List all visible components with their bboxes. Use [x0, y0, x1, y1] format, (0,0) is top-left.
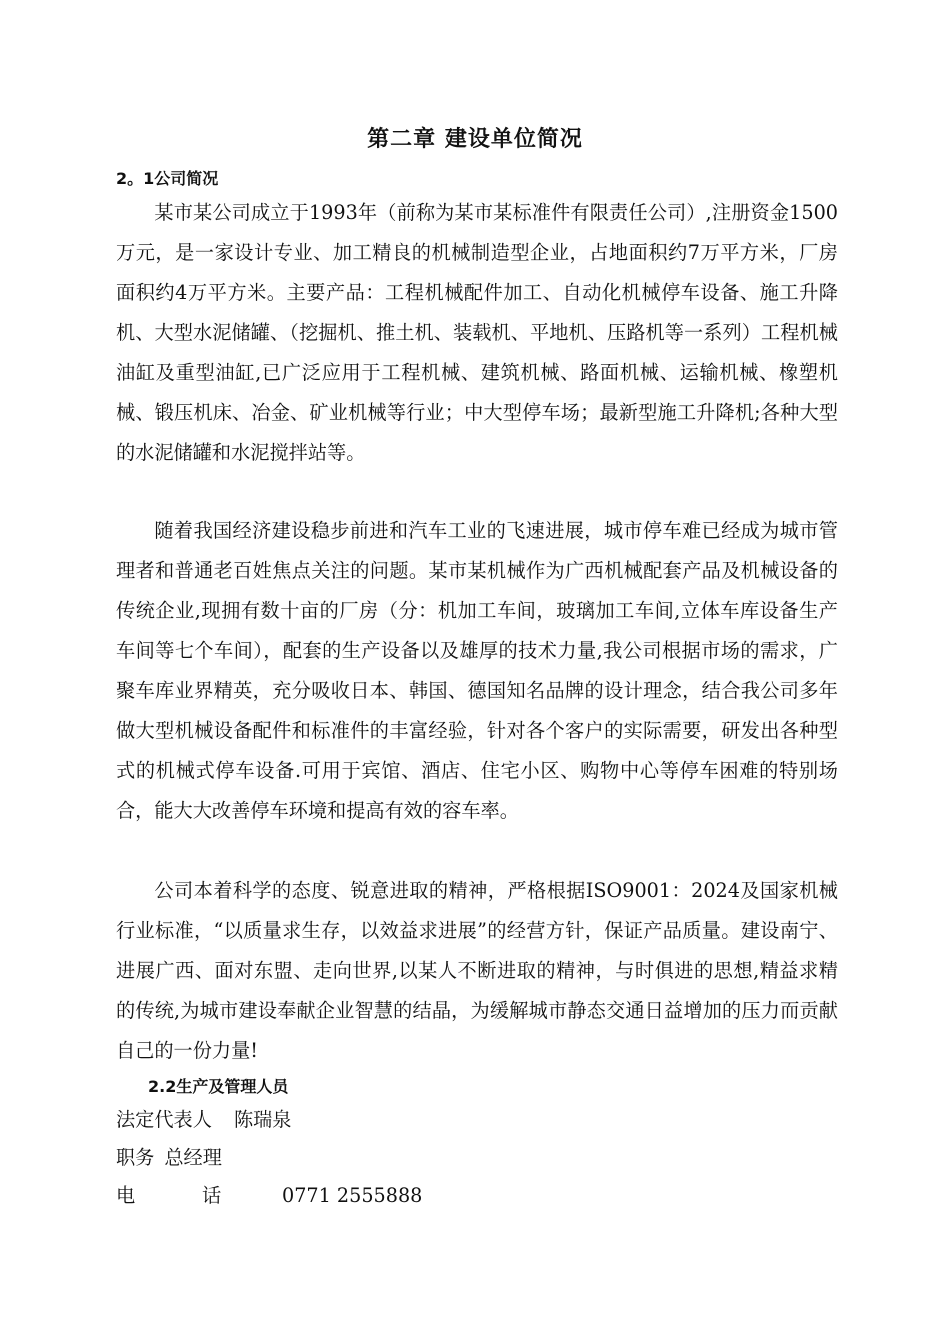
chapter-title: 第二章 建设单位简况 — [367, 127, 583, 152]
paragraph-company-development: 随着我国经济建设稳步前进和汽车工业的飞速进展，城市停车难已经成为城市管理者和普通老百姓焦点关注的问题。某市某机械作为广西机械配套产品及机械设备的传统企业,现拥有数十亩的厂房（分：机加工车间，玻璃加工车间,立体车库设备生产车间等七个车间），配套的生产设备以及雄厚的技术力量,我公司根据市场的需求，广聚车库业界精英，充分吸收日本、韩国、德国知名品牌的设计理念，结合我公司多年做大型机械设备配件和标准件的丰富经验，针对各个客户的实际需要，研发出各种型式的机械式停车设备.可用于宾馆、酒店、住宅小区、购物中心等停车困难的特别场合，能大大改善停车环境和提高有效的容车率。 — [116, 519, 838, 822]
phone-label-part2: 话 — [202, 1184, 222, 1207]
section-heading-company-overview: 2。1公司简况 — [116, 169, 219, 188]
phone-label-part1: 电 — [116, 1184, 136, 1207]
paragraph-company-philosophy: 公司本着科学的态度、锐意进取的精神，严格根据ISO9001：2024及国家机械行业标准，“以质量求生存，以效益求进展”的经营方针，保证产品质量。建设南宁、进展广西、面对东盟、走向世界,以某人不断进取的精神，与时俱进的思想,精益求精的传统,为城市建设奉献企业智慧的结晶，为缓解城市静态交通日益增加的压力而贡献自己的一份力量! — [116, 879, 838, 1062]
paragraph-company-intro: 某市某公司成立于1993年（前称为某市某标准件有限责任公司）,注册资金1500万元，是一家设计专业、加工精良的机械制造型企业，占地面积约7万平方米，厂房面积约4万平方米。主要产品：工程机械配件加工、自动化机械停车设备、施工升降机、大型水泥储罐、（挖掘机、推土机、装载机、平地机、压路机等一系列）工程机械油缸及重型油缸,已广泛应用于工程机械、建筑机械、路面机械、运输机械、橡塑机械、锻压机床、冶金、矿业机械等行业；中大型停车场；最新型施工升降机;各种大型的水泥储罐和水泥搅拌站等。 — [116, 201, 838, 464]
position-line — [116, 1144, 222, 1172]
phone-value: 0771 2555888 — [282, 1184, 423, 1207]
position-value: 总经理 — [164, 1146, 222, 1169]
legal-rep-label: 法定代表人 — [116, 1108, 212, 1131]
phone-line — [116, 1182, 422, 1210]
position-label: 职务 — [116, 1146, 155, 1169]
section-heading-personnel: 2.2生产及管理人员 — [148, 1077, 289, 1096]
legal-representative-line — [116, 1106, 292, 1134]
legal-rep-value: 陈瑞泉 — [233, 1108, 292, 1131]
